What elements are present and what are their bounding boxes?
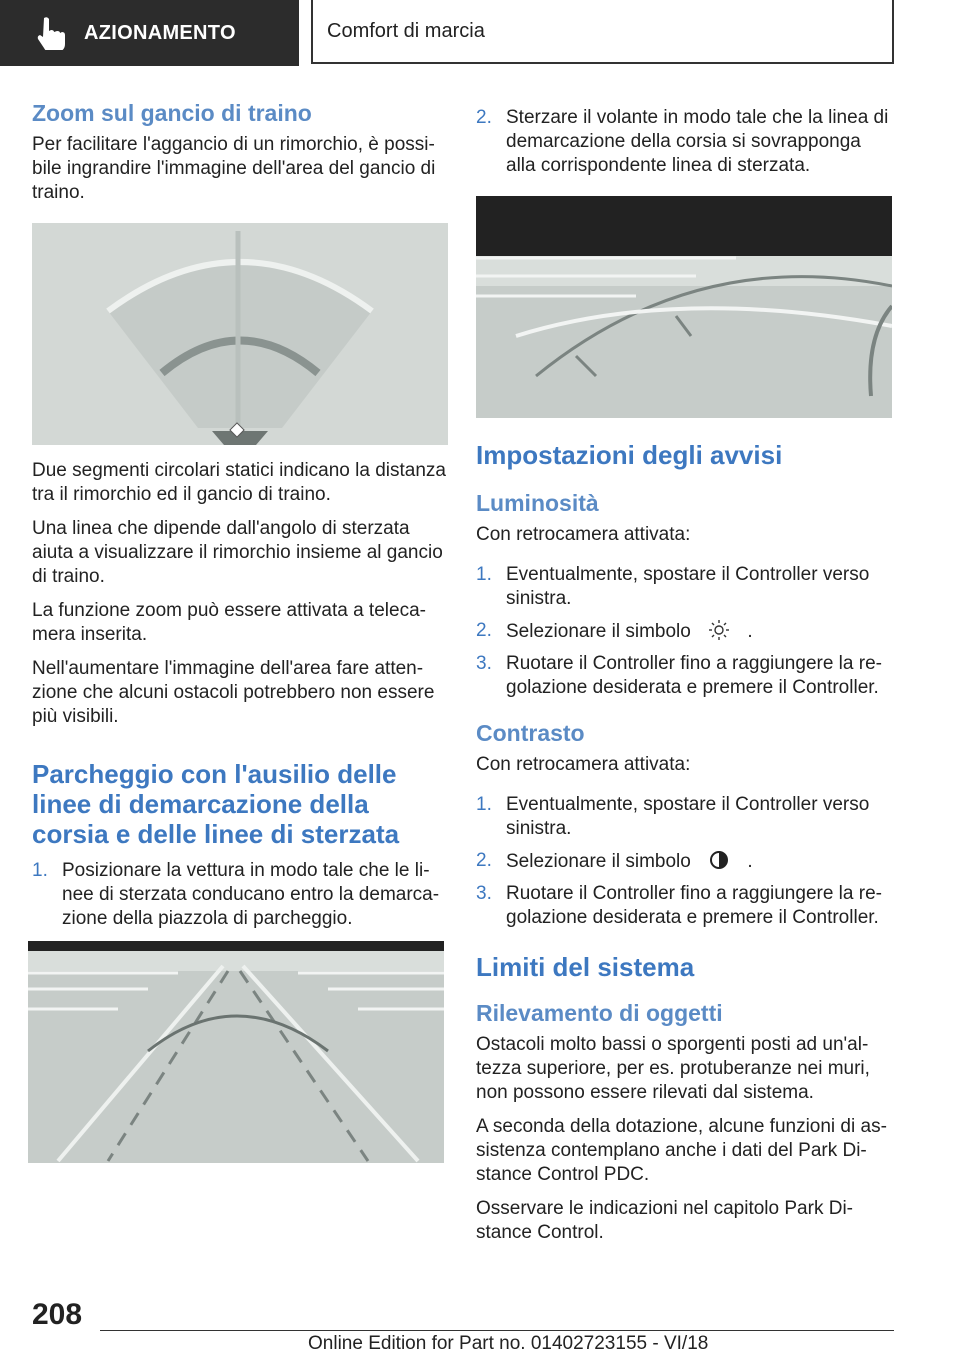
parking-steps-left [32,859,448,931]
parking-heading: Parcheggio con l'ausilio delle linee di demarcazione della corsia e delle linee di sterzata [32,759,400,849]
step-number: 1. [32,860,48,881]
step-number: 2. [476,620,492,641]
contrast-intro: Con retrocamera attivata: [476,754,691,775]
contrast-step-3 [476,882,892,930]
limits-heading: Limiti del sistema [476,952,695,982]
right-column [476,106,892,1255]
object-paragraph-2: A seconda della dotazione, alcune funzioni di as-sistenza contemplano anche i dati del Park Di-stance Control PDC. [476,1116,887,1185]
parking-step-1 [32,859,448,931]
section-title: AZIONAMENTO [84,21,236,44]
brightness-step-2 [476,619,892,644]
step-number: 2. [476,850,492,871]
step-text: Eventualmente, spostare il Controller verso sinistra. [506,564,870,609]
zoom-paragraph-4: La funzione zoom può essere attivata a teleca-mera inserita. [32,600,426,645]
step-text: Ruotare il Controller fino a raggiungere la re-golazione desiderata e premere il Controller. [506,653,882,698]
step-number: 2. [476,107,492,128]
footer-divider [100,1330,894,1331]
brightness-step-3 [476,652,892,700]
zoom-paragraph-5: Nell'aumentare l'immagine dell'area fare atten-zione che alcuni ostacoli potrebbero non essere più visibili. [32,658,435,727]
page-number: 208 [32,1298,83,1331]
step-text-end: . [747,621,753,642]
chapter-tab [311,0,894,64]
contrast-heading: Contrasto [476,720,585,746]
parking-steps-right [476,106,892,178]
zoom-heading: Zoom sul gancio di traino [32,100,312,126]
zoom-paragraph-2: Due segmenti circolari statici indicano la distanza tra il rimorchio ed il gancio di traino. [32,460,446,505]
zoom-paragraph-3: Una linea che dipende dall'angolo di sterzata aiuta a visualizzare il rimorchio insieme al gancio di traino. [32,518,443,587]
contrast-step-2 [476,849,892,874]
step-text: Sterzare il volante in modo tale che la linea di demarcazione della corsia si sovrapponga alla corrispondente linea di sterzata. [506,107,889,176]
step-text: Ruotare il Controller fino a raggiungere la re-golazione desiderata e premere il Controller. [506,883,882,928]
step-text: Selezionare il simbolo [506,621,691,642]
step-number: 1. [476,794,492,815]
left-column [32,100,448,1163]
section-tab [0,0,299,66]
brightness-intro: Con retrocamera attivata: [476,524,691,545]
object-detection-heading: Rilevamento di oggetti [476,1000,723,1026]
parking-lines-image [28,941,444,1163]
edition-info: Online Edition for Part no. 01402723155 - VI/18 [308,1333,709,1354]
zoom-paragraph-1: Per facilitare l'aggancio di un rimorchio, è possi-bile ingrandire l'immagine dell'area del gancio di traino. [32,134,436,203]
object-paragraph-1: Ostacoli molto bassi o sporgenti posti ad un'al-tezza superiore, per es. protuberanze nei muri, non possono essere rilevati dal sistema. [476,1034,870,1103]
step-number: 3. [476,883,492,904]
step-text: Posizionare la vettura in modo tale che le li-nee di sterzata conducano entro la demarca-zione della piazzola di parcheggio. [62,860,440,929]
hand-pointer-icon [36,16,66,50]
step-text: Eventualmente, spostare il Controller verso sinistra. [506,794,870,839]
brightness-heading: Luminosità [476,490,599,516]
hitch-zoom-image [32,223,448,445]
step-text: Selezionare il simbolo [506,851,691,872]
lane-overlay-image [476,196,892,418]
object-paragraph-3: Osservare le indicazioni nel capitolo Park Di-stance Control. [476,1198,853,1243]
step-text-end: . [747,851,753,872]
brightness-steps [476,563,892,700]
chapter-title: Comfort di marcia [327,19,485,42]
contrast-steps [476,793,892,930]
contrast-icon [708,849,730,871]
sun-icon [708,619,730,641]
brightness-step-1 [476,563,892,611]
contrast-step-1 [476,793,892,841]
parking-step-2 [476,106,892,178]
step-number: 3. [476,653,492,674]
page-header [0,0,960,66]
step-number: 1. [476,564,492,585]
settings-heading: Impostazioni degli avvisi [476,440,783,470]
